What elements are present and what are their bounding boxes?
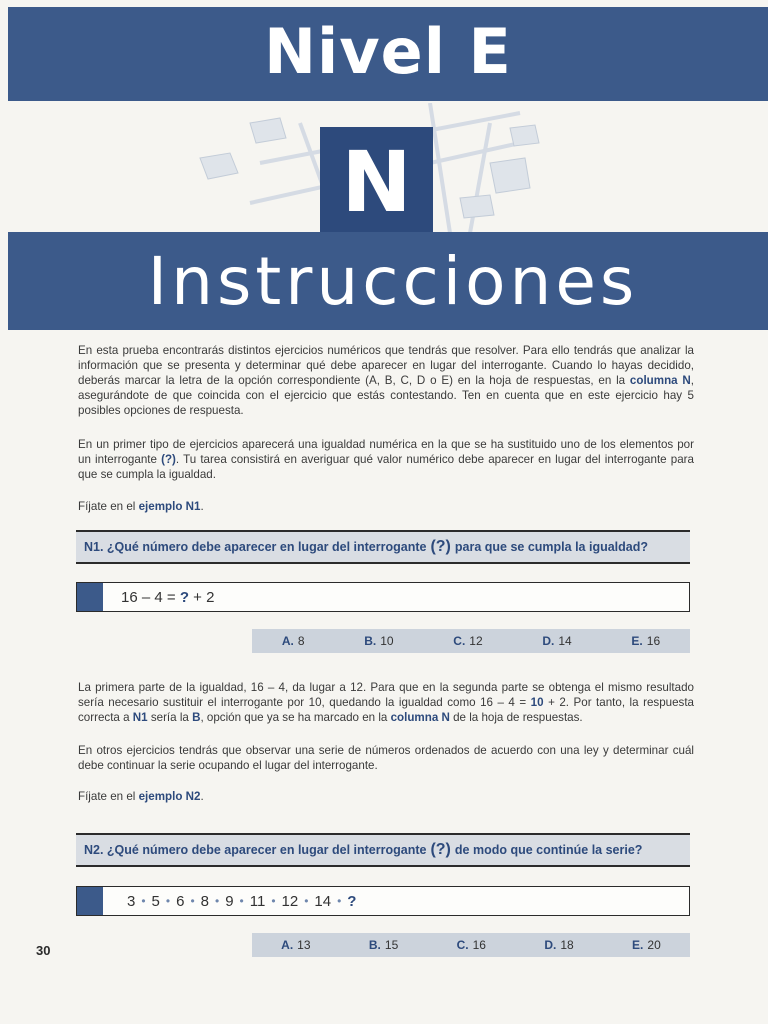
bullet-icon: • — [190, 894, 195, 908]
explanation-paragraph: La primera parte de la igualdad, 16 – 4, da lugar a 12. Para que en la segunda parte se obtenga el mismo resultado sería necesario sustituir el interrogante por 10, quedando la igualdad como 16 – 4 = 10 + 2. Por tanto, la respuesta correcta a N1 sería la B, opción que ya se ha marcado en la columna N de la hoja de respuestas. — [78, 681, 694, 724]
instructions-banner — [8, 232, 768, 330]
option-a[interactable]: A. 13 — [281, 938, 311, 952]
intro-paragraph-1: En esta prueba encontrarás distintos ejercicios numéricos que tendrás que resolver. Para ello tendrás que analizar la información que se presenta y determinar qué debe aparecer en lugar del interrogante. Cuando lo hayas decidido, deberás marcar la letra de la opción correspondiente (A, B, C, D o E) en la hoja de respuestas, en la columna N, asegurándote de que coincida con el ejercicio que estás contestando. Ten en cuenta que en este ejercicio hay 5 posibles opciones de respuesta. — [78, 344, 694, 417]
level-title: Nivel E — [264, 14, 512, 88]
example-n1-reference: Fíjate en el ejemplo N1. — [78, 500, 204, 513]
bullet-icon: • — [239, 894, 244, 908]
box-tab — [77, 583, 103, 611]
seq-unknown: ? — [347, 892, 357, 910]
expression-n1: 16 – 4 = ? + 2 — [121, 588, 215, 606]
option-e[interactable]: E. 16 — [631, 634, 661, 648]
level-banner — [8, 7, 768, 101]
option-c[interactable]: C. 16 — [456, 938, 486, 952]
option-b[interactable]: B. 15 — [368, 938, 399, 952]
bullet-icon: • — [214, 894, 220, 908]
seq-term: 11 — [249, 892, 266, 910]
question-n2-bar: N2. ¿Qué número debe aparecer en lugar del interrogante (?) de modo que continúe la serie? — [76, 833, 690, 867]
seq-term: 12 — [281, 892, 299, 910]
expression-n1-box — [76, 582, 690, 612]
seq-term: 6 — [176, 892, 185, 910]
options-n2 — [252, 933, 690, 957]
box-tab — [77, 887, 103, 915]
intro-paragraph-2: En un primer tipo de ejercicios aparecerá una igualdad numérica en la que se ha sustituido uno de los elementos por un interrogante (?). Tu tarea consistirá en averiguar qué valor numérico debe aparecer en lugar del interrogante para que se cumpla la igualdad. — [78, 438, 694, 481]
seq-term: 5 — [151, 892, 160, 910]
series-paragraph: En otros ejercicios tendrás que observar una serie de números ordenados de acuerdo con una ley y determinar cuál debe continuar la serie ocupando el lugar del interrogante. — [78, 744, 694, 772]
bullet-icon: • — [141, 894, 146, 908]
option-e[interactable]: E. 20 — [632, 938, 661, 952]
option-c[interactable]: C. 12 — [453, 634, 483, 648]
sequence-n2-box — [76, 886, 690, 916]
seq-term: 9 — [225, 892, 234, 910]
question-n1-bar: N1. ¿Qué número debe aparecer en lugar del interrogante (?) para que se cumpla la igualdad? — [76, 530, 690, 564]
option-d[interactable]: D. 14 — [542, 634, 572, 648]
options-n1 — [252, 629, 690, 653]
sequence-n2 — [121, 893, 362, 910]
option-b[interactable]: B. 10 — [364, 634, 394, 648]
example-n2-reference: Fíjate en el ejemplo N2. — [78, 790, 204, 803]
section-letter-box — [320, 127, 433, 237]
seq-term: 14 — [314, 892, 332, 910]
bullet-icon: • — [304, 894, 309, 908]
bullet-icon: • — [271, 894, 276, 908]
seq-term: 8 — [200, 892, 209, 910]
bullet-icon: • — [337, 894, 342, 908]
option-a[interactable]: A. 8 — [281, 634, 305, 648]
option-d[interactable]: D. 18 — [544, 938, 574, 952]
section-letter: N — [341, 133, 412, 231]
seq-term: 3 — [127, 892, 136, 910]
bullet-icon: • — [165, 894, 171, 908]
instructions-title: Instrucciones — [147, 242, 639, 320]
page-number: 30 — [36, 943, 51, 958]
